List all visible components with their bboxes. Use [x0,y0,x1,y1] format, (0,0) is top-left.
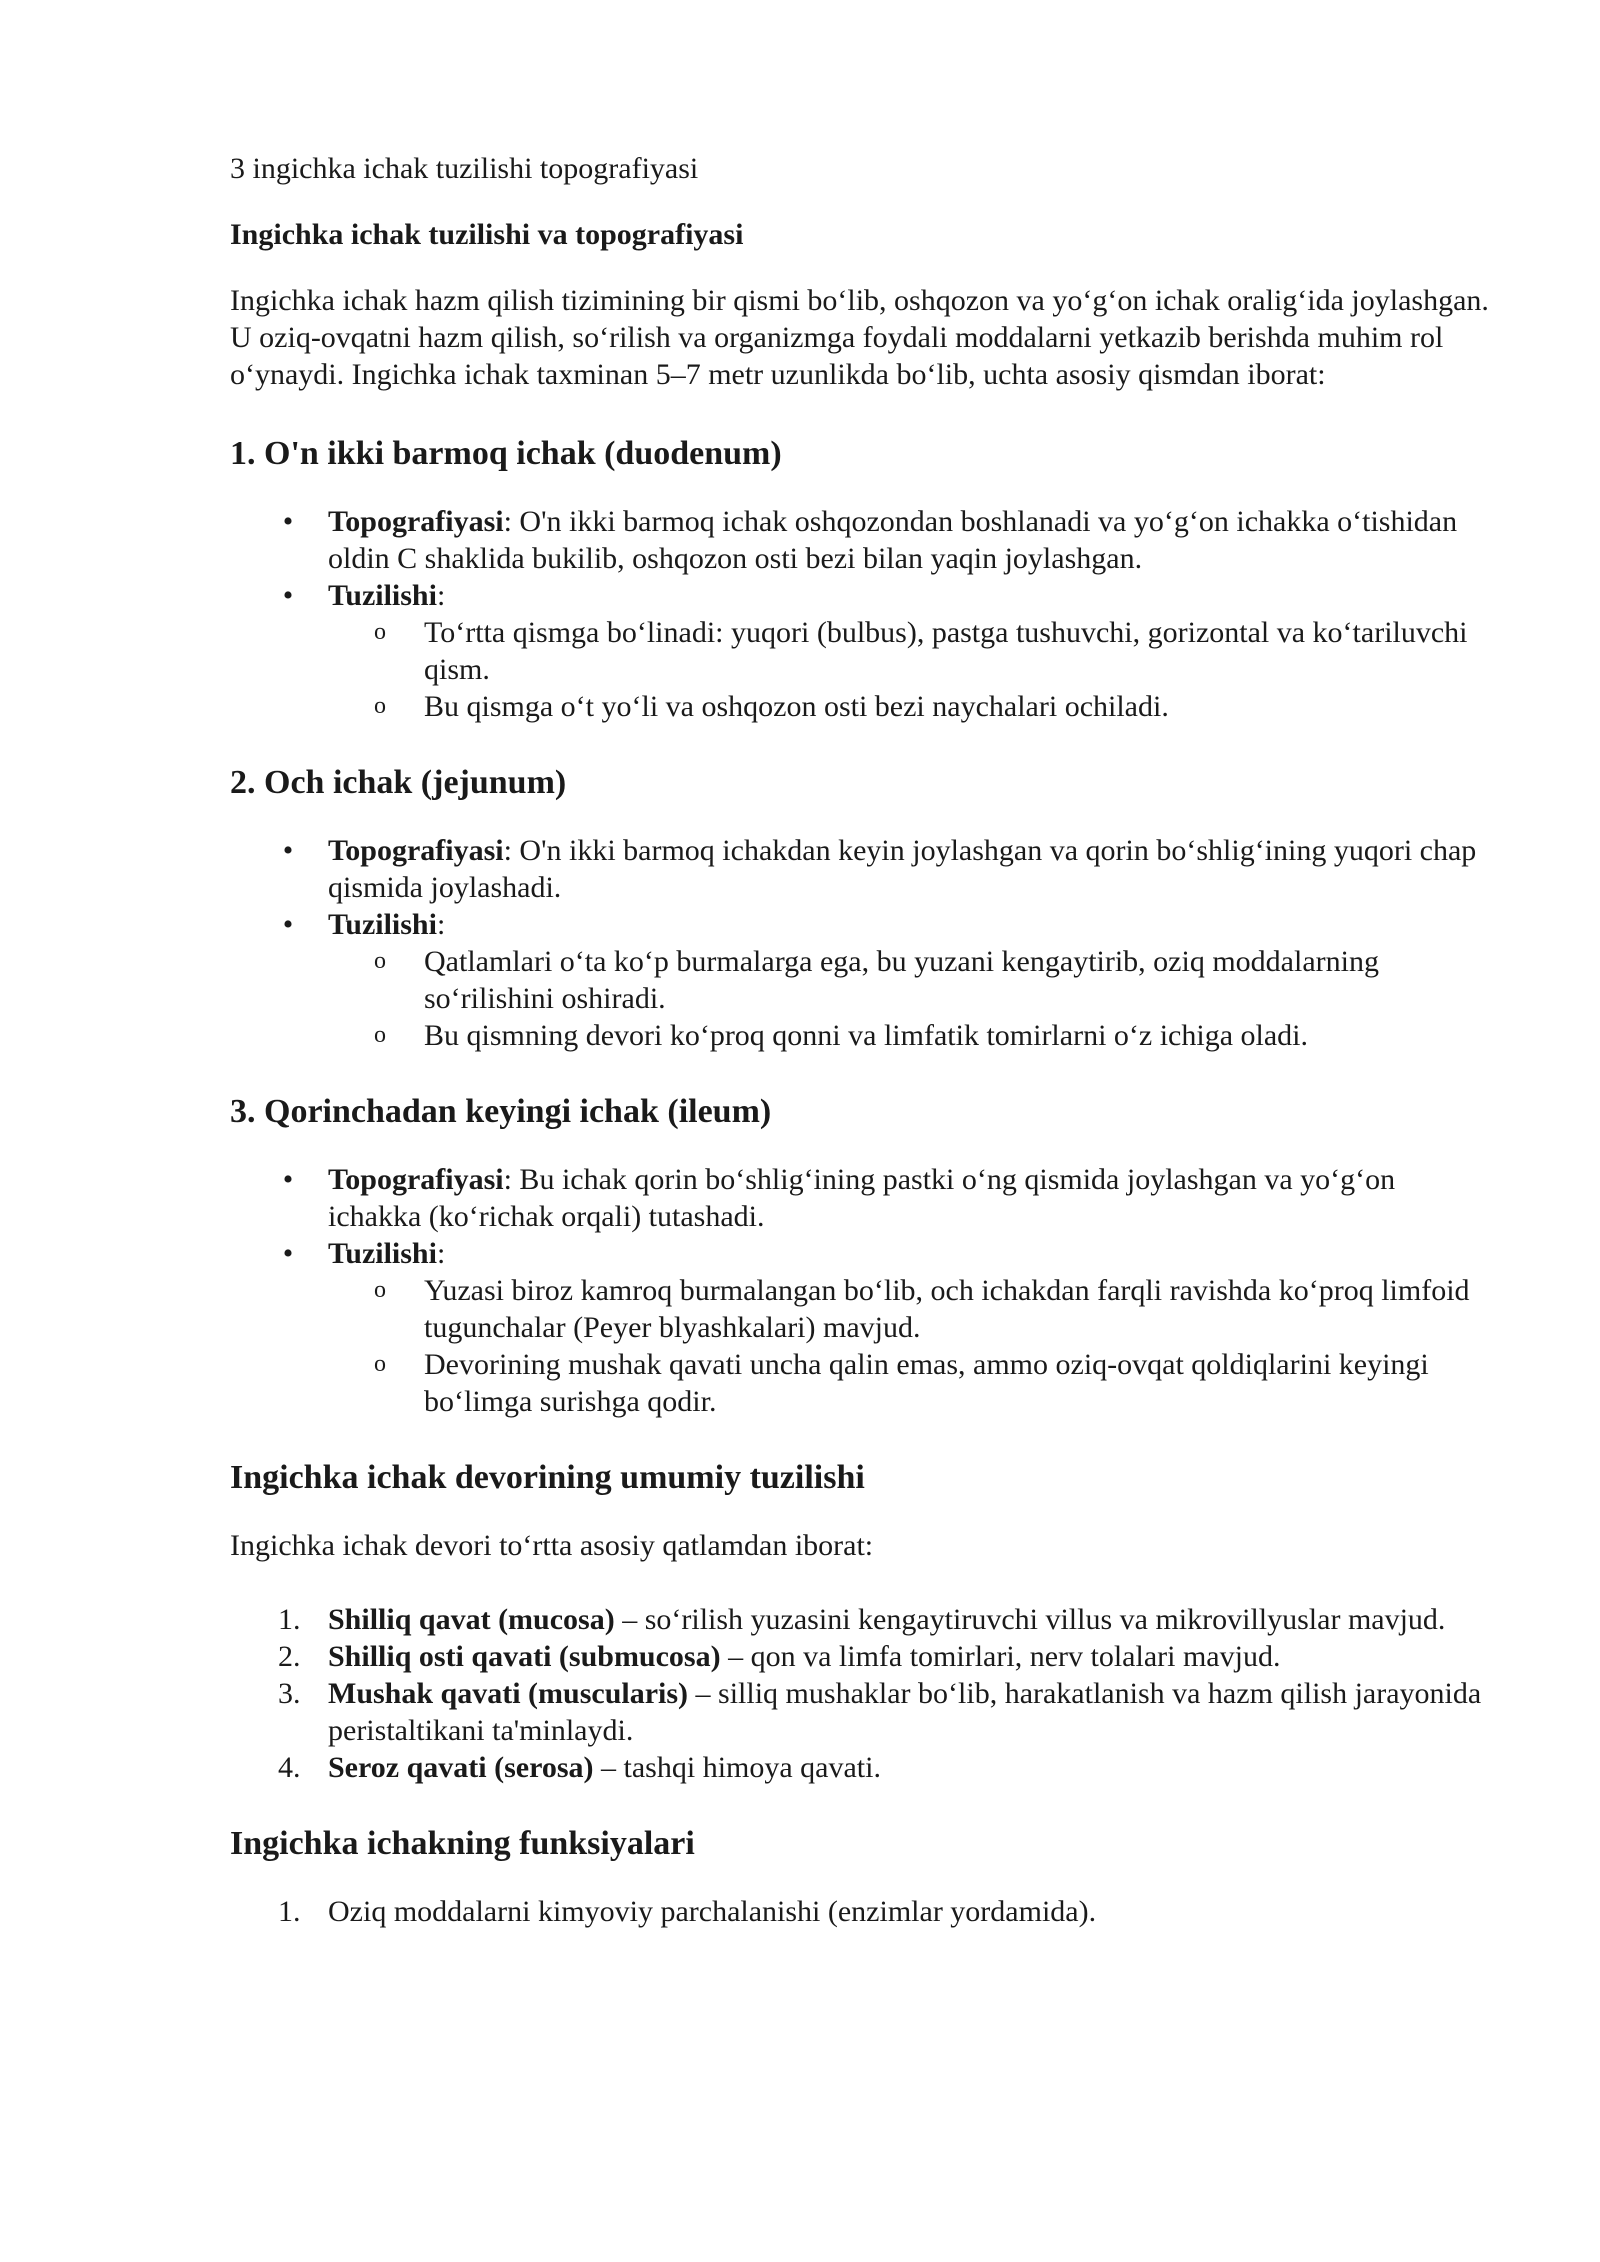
section-heading-jejunum: 2. Och ichak (jejunum) [230,764,567,801]
layer-name: Seroz qavati (serosa) [328,1751,594,1784]
bullet-icon: • [282,1163,294,1196]
bullet-icon: • [282,505,294,538]
topography-text: : O'n ikki barmoq ichak oshqozondan boshlanadi va yo‘g‘on ichakka o‘tishidan oldin C shaklida bukilib, oshqozon osti bezi bilan yaqin joylashgan. [328,505,1458,575]
circle-bullet-icon: o [374,948,386,974]
section-list-duodenum [230,503,1490,725]
sublist-item [328,1346,1490,1420]
sublist-item [328,1017,1490,1054]
circle-bullet-icon: o [374,619,386,645]
sublist-item-text: Devorining mushak qavati uncha qalin emas, ammo oziq-ovqat qoldiqlarini keyingi bo‘limga surishga qodir. [424,1348,1429,1418]
sublist-item [328,614,1490,688]
circle-bullet-icon: o [374,1022,386,1048]
layer-name: Mushak qavati (muscularis) [328,1677,689,1710]
layer-description: – qon va limfa tomirlari, nerv tolalari mavjud. [720,1640,1281,1673]
bullet-icon: • [282,908,294,941]
structure-label: Tuzilishi [328,1237,437,1270]
sublist-item [328,943,1490,1017]
wall-layer-item [230,1601,1490,1638]
wall-layer-item [230,1638,1490,1675]
function-item [230,1893,1490,1930]
section-heading-duodenum: 1. O'n ikki barmoq ichak (duodenum) [230,435,782,472]
section-heading-ileum: 3. Qorinchadan keyingi ichak (ileum) [230,1093,772,1130]
circle-bullet-icon: o [374,693,386,719]
wall-layers-list [230,1601,1490,1786]
structure-colon: : [436,579,446,612]
structure-colon: : [436,908,446,941]
sublist-item-text: Bu qismga o‘t yo‘li va oshqozon osti bezi naychalari ochiladi. [424,690,1169,723]
list-item-structure [230,1235,1490,1420]
structure-sublist [328,1272,1490,1420]
list-number: 1. [278,1895,301,1928]
section-list-jejunum [230,832,1490,1054]
topography-text: : Bu ichak qorin bo‘shlig‘ining pastki o‘ng qismida joylashgan va yo‘g‘on ichakka (ko‘richak orqali) tutashadi. [328,1163,1396,1233]
bullet-icon: • [282,1237,294,1270]
sublist-item-text: Bu qismning devori ko‘proq qonni va limfatik tomirlarni o‘z ichiga oladi. [424,1019,1309,1052]
list-item-topography [230,1161,1490,1235]
sublist-item-text: Yuzasi biroz kamroq burmalangan bo‘lib, och ichakdan farqli ravishda ko‘proq limfoid tugunchalar (Peyer blyashkalari) mavjud. [424,1274,1470,1344]
structure-sublist [328,614,1490,725]
layer-name: Shilliq osti qavati (submucosa) [328,1640,721,1673]
wall-layer-item [230,1749,1490,1786]
topography-label: Topografiyasi [328,1163,504,1196]
function-text: Oziq moddalarni kimyoviy parchalanishi (enzimlar yordamida). [328,1895,1097,1928]
structure-label: Tuzilishi [328,908,437,941]
layer-description: – silliq mushaklar bo‘lib, harakatlanish va hazm qilish jarayonida peristaltikani ta'minlaydi. [328,1677,1482,1747]
wall-structure-heading: Ingichka ichak devorining umumiy tuzilishi [230,1459,865,1496]
structure-colon: : [436,1237,446,1270]
wall-layer-item [230,1675,1490,1749]
topography-label: Topografiyasi [328,505,504,538]
list-item-topography [230,832,1490,906]
list-number: 3. [278,1677,301,1710]
sublist-item [328,688,1490,725]
layer-description: – tashqi himoya qavati. [593,1751,881,1784]
wall-structure-intro: Ingichka ichak devori to‘rtta asosiy qatlamdan iborat: [230,1529,874,1562]
sublist-item [328,1272,1490,1346]
layer-name: Shilliq qavat (mucosa) [328,1603,615,1636]
document-title: 3 ingichka ichak tuzilishi topografiyasi [230,152,699,185]
list-number: 2. [278,1640,301,1673]
topography-label: Topografiyasi [328,834,504,867]
sublist-item-text: To‘rtta qismga bo‘linadi: yuqori (bulbus), pastga tushuvchi, gorizontal va ko‘tariluvchi qism. [424,616,1468,686]
list-item-structure [230,577,1490,725]
topography-text: : O'n ikki barmoq ichakdan keyin joylashgan va qorin bo‘shlig‘ining yuqori chap qismida joylashadi. [328,834,1477,904]
section-list-ileum [230,1161,1490,1420]
circle-bullet-icon: o [374,1351,386,1377]
intro-paragraph: Ingichka ichak hazm qilish tizimining bir qismi bo‘lib, oshqozon va yo‘g‘on ichak oralig‘ida joylashgan. U oziq-ovqatni hazm qilish, so‘rilish va organizmga foydali moddalarni yetkazib berishda muhim rol o‘ynaydi. Ingichka ichak taxminan 5–7 metr uzunlikda bo‘lib, uchta asosiy qismdan iborat: [230,284,1489,391]
list-number: 4. [278,1751,301,1784]
functions-heading: Ingichka ichakning funksiyalari [230,1825,695,1862]
functions-list [230,1893,1490,1930]
document-page [230,150,1490,1930]
structure-label: Tuzilishi [328,579,437,612]
bullet-icon: • [282,834,294,867]
document-subtitle: Ingichka ichak tuzilishi va topografiyasi [230,218,744,251]
circle-bullet-icon: o [374,1277,386,1303]
list-item-topography [230,503,1490,577]
sublist-item-text: Qatlamlari o‘ta ko‘p burmalarga ega, bu yuzani kengaytirib, oziq moddalarning so‘rilishini oshiradi. [424,945,1379,1015]
list-item-structure [230,906,1490,1054]
bullet-icon: • [282,579,294,612]
structure-sublist [328,943,1490,1054]
list-number: 1. [278,1603,301,1636]
layer-description: – so‘rilish yuzasini kengaytiruvchi villus va mikrovillyuslar mavjud. [614,1603,1446,1636]
